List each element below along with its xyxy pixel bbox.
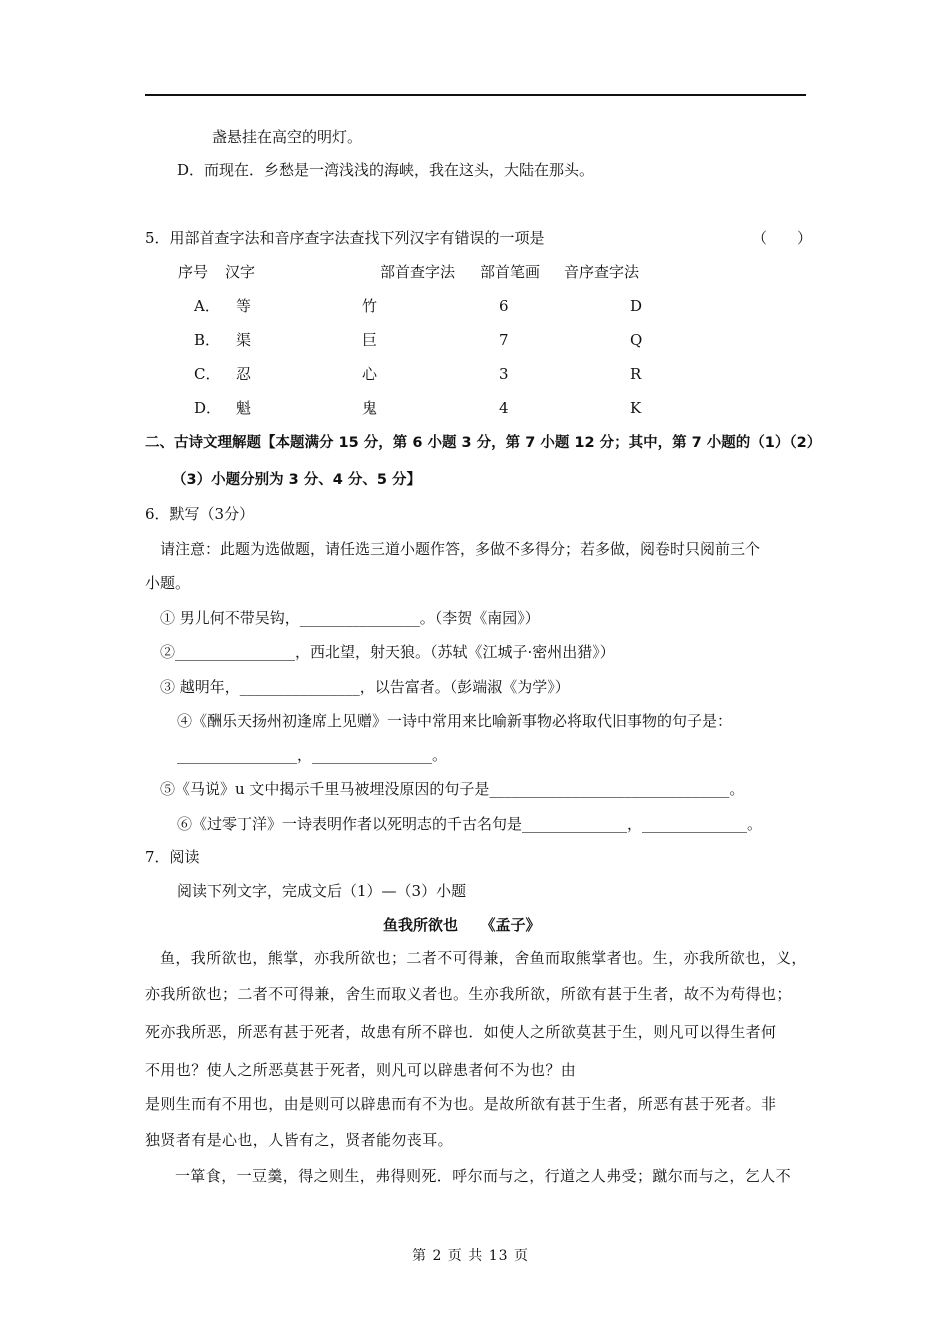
- table-header: 汉字: [225, 263, 256, 281]
- fill-item: ⑥《过零丁洋》一诗表明作者以死明志的千古名句是______________，______________。: [177, 815, 763, 833]
- row-radical: 巨: [362, 331, 378, 349]
- passage-line: 不用也？使人之所恶莫甚于死者，则凡可以辟患者何不为也？由: [145, 1061, 577, 1079]
- table-header: 序号: [178, 263, 209, 281]
- passage-line: 独贤者有是心也，人皆有之，贤者能勿丧耳。: [145, 1131, 454, 1149]
- section-heading-cont: （3）小题分别为 3 分、4 分、5 分】: [172, 472, 422, 488]
- row-strokes: 3: [499, 365, 509, 383]
- instruction: 阅读下列文字，完成文后（1）—（3）小题: [177, 882, 467, 900]
- fill-item: ②________________，西北望，射天狼。（苏轼《江城子·密州出猎》）: [160, 643, 615, 661]
- table-header: 部首查字法: [380, 263, 456, 281]
- question-5: 5．用部首查字法和音序查字法查找下列汉字有错误的一项是: [145, 229, 545, 247]
- section-heading: 二、古诗文理解题【本题满分 15 分，第 6 小题 3 分，第 7 小题 12 分；其中，第 7 小题的（1）（2）: [145, 435, 822, 451]
- passage-line: 一箪食，一豆羹，得之则生，弗得则死．呼尔而与之，行道之人弗受；蹴尔而与之，乞人不: [175, 1167, 792, 1185]
- passage-line: 死亦我所恶，所恶有甚于死者，故患有所不辟也．如使人之所欲莫甚于生，则凡可以得生者何: [145, 1023, 777, 1041]
- row-label: B．: [194, 331, 221, 349]
- page-footer: 第 2 页 共 13 页: [412, 1248, 529, 1264]
- row-letter: D: [630, 297, 643, 315]
- passage-line: 鱼，我所欲也，熊掌，亦我所欲也；二者不可得兼，舍鱼而取熊掌者也。生，亦我所欲也，义，: [160, 949, 807, 967]
- row-strokes: 4: [499, 399, 509, 417]
- note-cont: 小题。: [145, 574, 191, 592]
- answer-paren: （ ）: [752, 229, 813, 247]
- passage-title: 鱼我所欲也 《孟子》: [383, 916, 541, 934]
- row-letter: Q: [630, 331, 643, 349]
- row-strokes: 6: [499, 297, 509, 315]
- note: 请注意：此题为选做题，请任选三道小题作答，多做不多得分；若多做，阅卷时只阅前三个: [160, 540, 761, 558]
- question-6: 6．默写（3分）: [145, 505, 255, 523]
- row-char: 等: [236, 297, 252, 315]
- row-char: 魁: [236, 399, 252, 417]
- row-label: C．: [194, 365, 221, 383]
- passage-line: 亦我所欲也；二者不可得兼，舍生而取义者也。生亦我所欲，所欲有甚于生者，故不为苟得也；: [145, 985, 792, 1003]
- row-label: D．: [194, 399, 222, 417]
- passage-line: 是则生而有不用也，由是则可以辟患而有不为也。是故所欲有甚于生者，所恶有甚于死者。非: [145, 1095, 777, 1113]
- fill-item: ① 男儿何不带吴钩，________________。（李贺《南园》）: [160, 609, 540, 627]
- header-rule: [145, 94, 806, 96]
- row-letter: R: [630, 365, 642, 383]
- text-line: 盏悬挂在高空的明灯。: [212, 128, 363, 146]
- row-radical: 竹: [362, 297, 378, 315]
- row-char: 渠: [236, 331, 252, 349]
- row-letter: K: [630, 399, 642, 417]
- fill-item: ________________，________________。: [177, 746, 448, 764]
- row-label: A．: [194, 297, 220, 315]
- fill-item: ③ 越明年，________________，以告富者。（彭端淑《为学》）: [160, 678, 570, 696]
- option-d: D．而现在．乡愁是一湾浅浅的海峡，我在这头，大陆在那头。: [177, 161, 595, 179]
- table-header: 部首笔画: [480, 263, 541, 281]
- fill-item: ⑤《马说》u 文中揭示千里马被埋没原因的句子是________________________________。: [160, 780, 745, 798]
- table-header: 音序查字法: [564, 263, 640, 281]
- row-radical: 心: [362, 365, 378, 383]
- question-7: 7．阅读: [145, 848, 200, 866]
- fill-item: ④《酬乐天扬州初逢席上见赠》一诗中常用来比喻新事物必将取代旧事物的句子是：: [177, 712, 733, 730]
- row-strokes: 7: [499, 331, 509, 349]
- row-char: 忍: [236, 365, 252, 383]
- row-radical: 鬼: [362, 399, 378, 417]
